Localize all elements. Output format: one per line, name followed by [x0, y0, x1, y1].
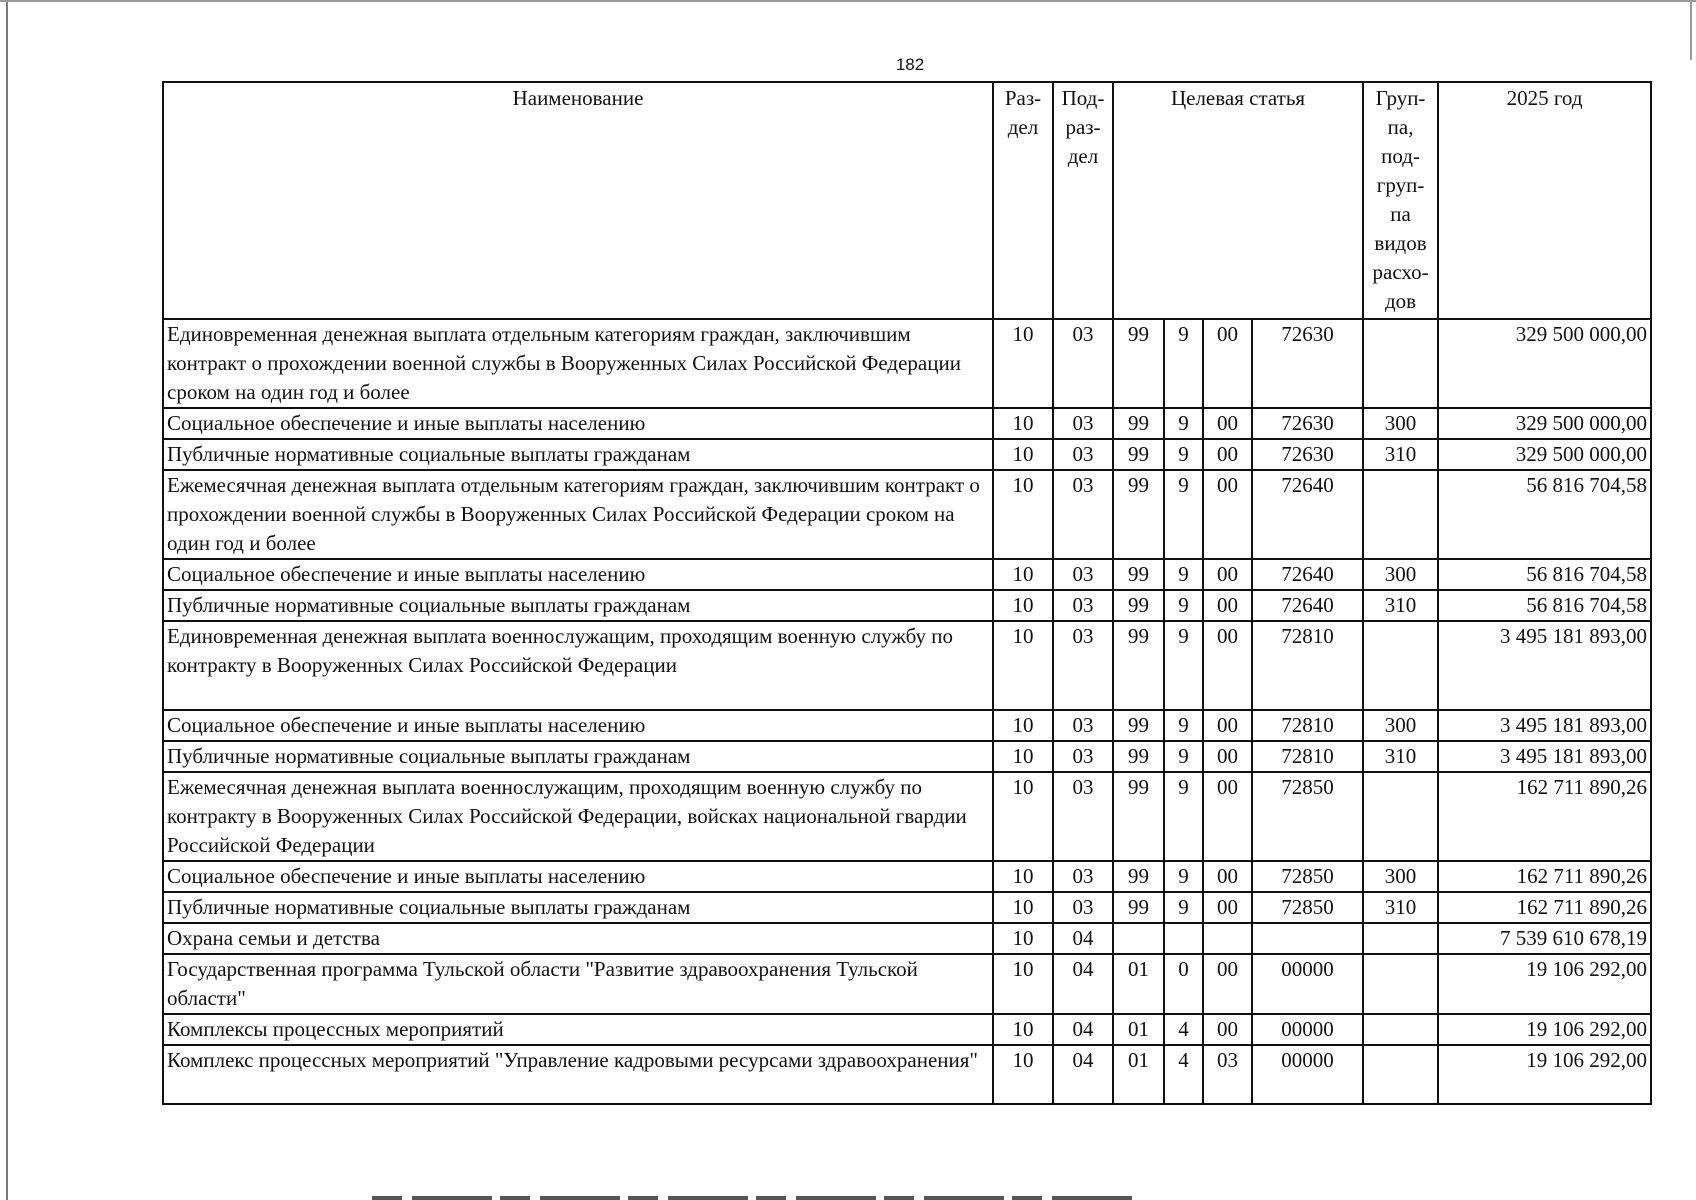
cell-expense-group [1363, 923, 1438, 954]
cell-podrazdel: 03 [1053, 590, 1113, 621]
cell-razdel: 10 [993, 439, 1053, 470]
cell-name: Единовременная денежная выплата военнослужащим, проходящим военную службу по контракту в Вооруженных Силах Российской Федерации [163, 621, 993, 710]
cell-target-block: 00 [1203, 470, 1252, 559]
cell-target-block: 00 [1203, 621, 1252, 710]
table-row [163, 741, 1651, 772]
cell-target-block: 00 [1203, 319, 1252, 408]
cell-target-direction: 72850 [1252, 892, 1363, 923]
cell-target-program: 99 [1113, 319, 1164, 408]
cell-target-program: 99 [1113, 470, 1164, 559]
cell-target-block: 00 [1203, 892, 1252, 923]
cell-target-type: 9 [1164, 772, 1203, 861]
cell-expense-group: 310 [1363, 892, 1438, 923]
scan-edge-right [1690, 0, 1692, 60]
cell-target-block: 00 [1203, 408, 1252, 439]
cell-name: Публичные нормативные социальные выплаты гражданам [163, 741, 993, 772]
cell-target-direction: 72640 [1252, 470, 1363, 559]
cell-target-block: 00 [1203, 861, 1252, 892]
table-row [163, 470, 1651, 559]
cell-target-block [1203, 923, 1252, 954]
cell-target-direction: 72630 [1252, 408, 1363, 439]
cell-target-type: 9 [1164, 621, 1203, 710]
cell-target-program: 99 [1113, 439, 1164, 470]
cell-expense-group [1363, 621, 1438, 710]
cell-target-program: 99 [1113, 892, 1164, 923]
cell-target-direction: 00000 [1252, 1014, 1363, 1045]
table-body [163, 319, 1651, 1104]
cell-target-block: 00 [1203, 1014, 1252, 1045]
cell-target-direction: 72810 [1252, 710, 1363, 741]
cell-razdel: 10 [993, 1045, 1053, 1104]
cell-target-program: 99 [1113, 559, 1164, 590]
cell-expense-group: 310 [1363, 590, 1438, 621]
cell-target-program: 99 [1113, 741, 1164, 772]
cell-target-type: 9 [1164, 439, 1203, 470]
table-row [163, 621, 1651, 710]
cell-expense-group: 310 [1363, 741, 1438, 772]
cell-target-block: 00 [1203, 741, 1252, 772]
cell-amount: 19 106 292,00 [1438, 1045, 1651, 1104]
cell-target-type: 9 [1164, 590, 1203, 621]
table-row [163, 1045, 1651, 1104]
header-target-article: Целевая статья [1113, 82, 1363, 319]
header-expense-group: Груп-па, под-груп-па видов расхо-дов [1363, 82, 1438, 319]
table-row [163, 892, 1651, 923]
cell-expense-group [1363, 1045, 1438, 1104]
cell-expense-group [1363, 470, 1438, 559]
table-header-row [163, 82, 1651, 319]
cell-target-direction: 00000 [1252, 1045, 1363, 1104]
cell-target-program: 99 [1113, 621, 1164, 710]
cell-razdel: 10 [993, 621, 1053, 710]
cell-amount: 329 500 000,00 [1438, 319, 1651, 408]
table-row [163, 923, 1651, 954]
cell-razdel: 10 [993, 772, 1053, 861]
cell-razdel: 10 [993, 408, 1053, 439]
cell-razdel: 10 [993, 470, 1053, 559]
cell-razdel: 10 [993, 1014, 1053, 1045]
table-row [163, 861, 1651, 892]
cell-razdel: 10 [993, 954, 1053, 1014]
cell-razdel: 10 [993, 590, 1053, 621]
cell-name: Социальное обеспечение и иные выплаты населению [163, 710, 993, 741]
cell-name: Единовременная денежная выплата отдельным категориям граждан, заключившим контракт о прохождении военной службы в Вооруженных Силах Российской Федерации сроком на один год и более [163, 319, 993, 408]
table-row [163, 590, 1651, 621]
budget-table [162, 81, 1652, 1105]
cell-amount: 56 816 704,58 [1438, 590, 1651, 621]
cell-target-type: 9 [1164, 741, 1203, 772]
cell-podrazdel: 03 [1053, 892, 1113, 923]
scan-edge-left [6, 2, 8, 1200]
cell-podrazdel: 03 [1053, 470, 1113, 559]
cell-podrazdel: 03 [1053, 408, 1113, 439]
cell-amount: 329 500 000,00 [1438, 439, 1651, 470]
cell-target-program: 99 [1113, 590, 1164, 621]
table-row [163, 954, 1651, 1014]
cell-target-program: 01 [1113, 954, 1164, 1014]
cell-podrazdel: 04 [1053, 1014, 1113, 1045]
cell-name: Государственная программа Тульской области "Развитие здравоохранения Тульской области" [163, 954, 993, 1014]
cell-podrazdel: 04 [1053, 954, 1113, 1014]
scan-edge-top [0, 0, 1696, 2]
cell-expense-group: 300 [1363, 559, 1438, 590]
cell-name: Ежемесячная денежная выплата военнослужащим, проходящим военную службу по контракту в Вооруженных Силах Российской Федерации, войсках национальной гвардии Российской Федерации [163, 772, 993, 861]
cell-target-program: 01 [1113, 1014, 1164, 1045]
cell-target-direction: 72630 [1252, 319, 1363, 408]
cell-amount: 162 711 890,26 [1438, 861, 1651, 892]
cell-target-program [1113, 923, 1164, 954]
cell-name: Социальное обеспечение и иные выплаты населению [163, 408, 993, 439]
cell-amount: 19 106 292,00 [1438, 1014, 1651, 1045]
cell-podrazdel: 03 [1053, 710, 1113, 741]
cell-amount: 3 495 181 893,00 [1438, 621, 1651, 710]
table-row [163, 439, 1651, 470]
cell-podrazdel: 03 [1053, 559, 1113, 590]
cell-podrazdel: 03 [1053, 319, 1113, 408]
cell-target-program: 01 [1113, 1045, 1164, 1104]
cell-amount: 3 495 181 893,00 [1438, 710, 1651, 741]
cell-expense-group [1363, 772, 1438, 861]
cell-podrazdel: 03 [1053, 861, 1113, 892]
cell-target-direction [1252, 923, 1363, 954]
cell-amount: 19 106 292,00 [1438, 954, 1651, 1014]
table-row [163, 710, 1651, 741]
cell-name: Комплекс процессных мероприятий "Управление кадровыми ресурсами здравоохранения" [163, 1045, 993, 1104]
cell-target-type: 4 [1164, 1045, 1203, 1104]
cell-razdel: 10 [993, 923, 1053, 954]
cell-target-type: 9 [1164, 559, 1203, 590]
cell-target-direction: 72640 [1252, 590, 1363, 621]
cell-target-program: 99 [1113, 861, 1164, 892]
cell-amount: 56 816 704,58 [1438, 470, 1651, 559]
cell-target-block: 00 [1203, 559, 1252, 590]
cell-target-program: 99 [1113, 408, 1164, 439]
cell-target-direction: 00000 [1252, 954, 1363, 1014]
cell-target-direction: 72850 [1252, 772, 1363, 861]
cell-target-type: 9 [1164, 892, 1203, 923]
cell-razdel: 10 [993, 319, 1053, 408]
cell-target-direction: 72810 [1252, 741, 1363, 772]
cell-amount: 3 495 181 893,00 [1438, 741, 1651, 772]
cell-target-program: 99 [1113, 772, 1164, 861]
cell-target-type: 0 [1164, 954, 1203, 1014]
cell-target-type: 4 [1164, 1014, 1203, 1045]
table-row [163, 559, 1651, 590]
cell-name: Публичные нормативные социальные выплаты гражданам [163, 892, 993, 923]
table-row [163, 772, 1651, 861]
cell-target-direction: 72850 [1252, 861, 1363, 892]
cell-target-type: 9 [1164, 861, 1203, 892]
cropped-footer-strip [372, 1196, 1132, 1200]
cell-target-block: 00 [1203, 772, 1252, 861]
cell-name: Публичные нормативные социальные выплаты гражданам [163, 439, 993, 470]
cell-podrazdel: 03 [1053, 621, 1113, 710]
cell-name: Публичные нормативные социальные выплаты гражданам [163, 590, 993, 621]
cell-razdel: 10 [993, 892, 1053, 923]
cell-target-direction: 72640 [1252, 559, 1363, 590]
cell-razdel: 10 [993, 741, 1053, 772]
header-name: Наименование [163, 82, 993, 319]
cell-name: Социальное обеспечение и иные выплаты населению [163, 559, 993, 590]
cell-amount: 56 816 704,58 [1438, 559, 1651, 590]
cell-expense-group [1363, 319, 1438, 408]
cell-target-type: 9 [1164, 408, 1203, 439]
cell-podrazdel: 03 [1053, 741, 1113, 772]
cell-target-block: 00 [1203, 710, 1252, 741]
table-row [163, 408, 1651, 439]
cell-expense-group: 310 [1363, 439, 1438, 470]
cell-podrazdel: 04 [1053, 1045, 1113, 1104]
cell-expense-group [1363, 1014, 1438, 1045]
cell-podrazdel: 03 [1053, 772, 1113, 861]
cell-name: Ежемесячная денежная выплата отдельным категориям граждан, заключившим контракт о прохождении военной службы в Вооруженных Силах Российской Федерации сроком на один год и более [163, 470, 993, 559]
cell-expense-group [1363, 954, 1438, 1014]
cell-expense-group: 300 [1363, 861, 1438, 892]
cell-target-direction: 72810 [1252, 621, 1363, 710]
table-row [163, 1014, 1651, 1045]
cell-amount: 329 500 000,00 [1438, 408, 1651, 439]
header-razdel: Раз-дел [993, 82, 1053, 319]
cell-target-type: 9 [1164, 710, 1203, 741]
cell-target-program: 99 [1113, 710, 1164, 741]
cell-razdel: 10 [993, 710, 1053, 741]
cell-name: Охрана семьи и детства [163, 923, 993, 954]
cell-target-type: 9 [1164, 470, 1203, 559]
header-year: 2025 год [1438, 82, 1651, 319]
cell-amount: 162 711 890,26 [1438, 772, 1651, 861]
cell-amount: 162 711 890,26 [1438, 892, 1651, 923]
cell-razdel: 10 [993, 861, 1053, 892]
cell-expense-group: 300 [1363, 710, 1438, 741]
header-podrazdel: Под-раз-дел [1053, 82, 1113, 319]
cell-name: Комплексы процессных мероприятий [163, 1014, 993, 1045]
cell-target-direction: 72630 [1252, 439, 1363, 470]
cell-podrazdel: 03 [1053, 439, 1113, 470]
cell-razdel: 10 [993, 559, 1053, 590]
cell-target-block: 00 [1203, 590, 1252, 621]
cell-target-type [1164, 923, 1203, 954]
cell-podrazdel: 04 [1053, 923, 1113, 954]
cell-target-block: 00 [1203, 954, 1252, 1014]
table-row [163, 319, 1651, 408]
cell-target-block: 00 [1203, 439, 1252, 470]
page-number: 182 [895, 55, 925, 74]
cell-target-block: 03 [1203, 1045, 1252, 1104]
cell-name: Социальное обеспечение и иные выплаты населению [163, 861, 993, 892]
cell-target-type: 9 [1164, 319, 1203, 408]
cell-expense-group: 300 [1363, 408, 1438, 439]
cell-amount: 7 539 610 678,19 [1438, 923, 1651, 954]
